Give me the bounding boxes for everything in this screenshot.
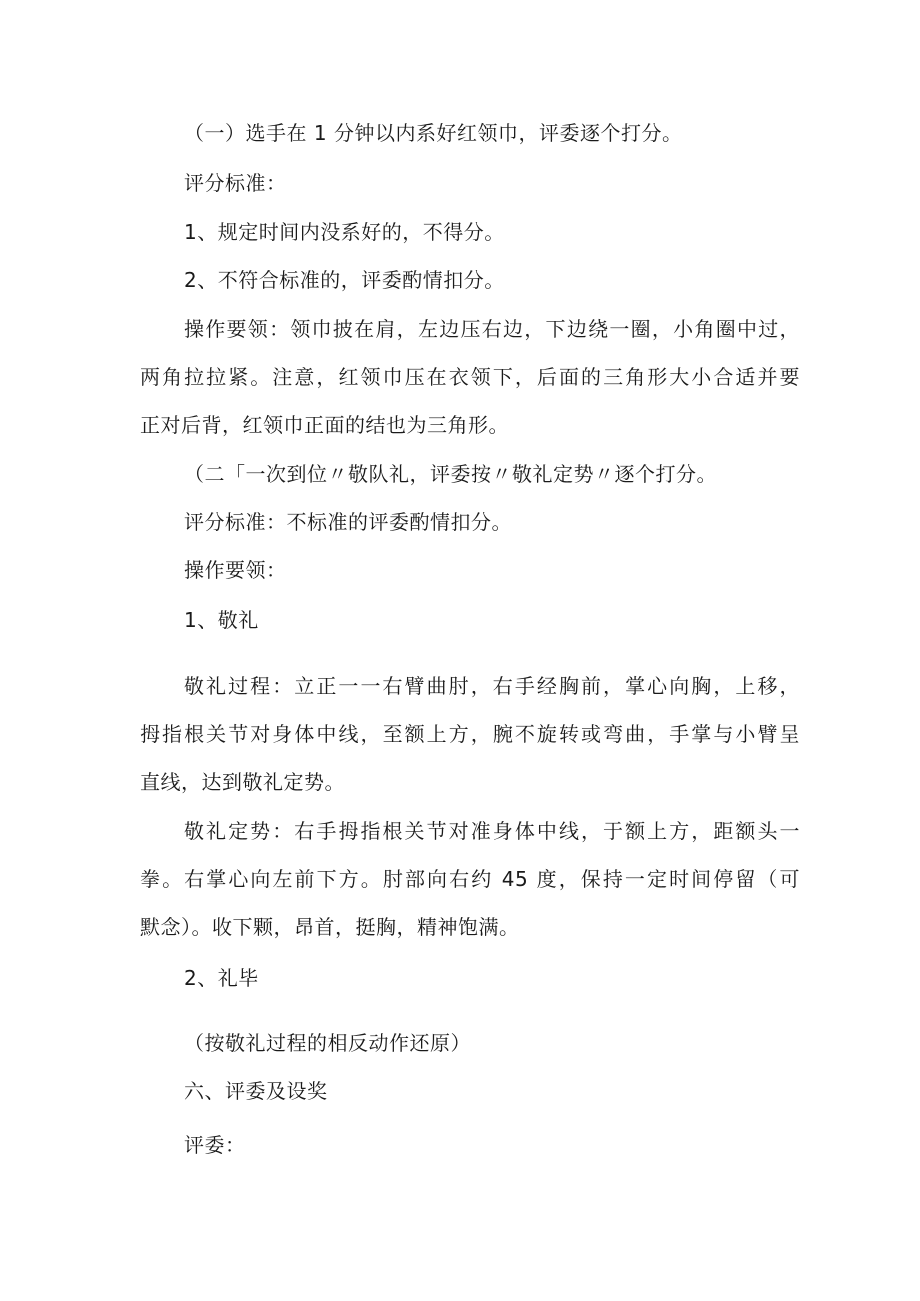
paragraph-scoring-standard-two: 评分标准：不标准的评委酌情扣分。 bbox=[184, 510, 512, 534]
paragraph-operation-essentials-label: 操作要领： bbox=[184, 558, 287, 582]
paragraph-scoring-standard-label: 评分标准： bbox=[184, 171, 287, 195]
paragraph-section-six-heading: 六、评委及设奖 bbox=[184, 1079, 328, 1103]
paragraph-operation-essentials-line-1: 操作要领：领巾披在肩，左边压右边，下边绕一圈，小角圈中过， bbox=[184, 317, 800, 341]
paragraph-operation-essentials-line-2: 两角拉拉紧。注意，红领巾压在衣领下，后面的三角形大小合适并要 bbox=[140, 365, 800, 389]
paragraph-salute-end-note: （按敬礼过程的相反动作还原） bbox=[184, 1031, 471, 1055]
paragraph-salute-process-line-2: 拇指根关节对身体中线，至额上方，腕不旋转或弯曲，手掌与小臂呈 bbox=[140, 722, 800, 746]
paragraph-scoring-rule-1: 1、规定时间内没系好的，不得分。 bbox=[184, 220, 505, 244]
paragraph-operation-essentials-line-3: 正对后背，红领巾正面的结也为三角形。 bbox=[140, 413, 509, 437]
paragraph-section-two-heading: （二「一次到位〃敬队礼，评委按〃敬礼定势〃逐个打分。 bbox=[184, 462, 717, 486]
paragraph-salute-posture-line-3: 默念）。收下颗，昂首，挺胸，精神饱满。 bbox=[140, 915, 520, 939]
paragraph-salute-posture-line-2: 拳。右掌心向左前下方。肘部向右约 45 度，保持一定时间停留（可 bbox=[140, 867, 800, 891]
paragraph-salute-process-line-1: 敬礼过程：立正一一右臂曲肘，右手经胸前，掌心向胸，上移， bbox=[184, 674, 800, 698]
paragraph-salute-item-2: 2、礼毕 bbox=[184, 966, 259, 990]
paragraph-judges-label: 评委： bbox=[184, 1133, 246, 1157]
paragraph-section-one-heading: （一）选手在 1 分钟以内系好红领巾，评委逐个打分。 bbox=[184, 121, 683, 145]
paragraph-salute-posture-line-1: 敬礼定势：右手拇指根关节对准身体中线，于额上方，距额头一 bbox=[184, 819, 800, 843]
paragraph-salute-item-1: 1、敬礼 bbox=[184, 608, 259, 632]
paragraph-scoring-rule-2: 2、不符合标准的，评委酌情扣分。 bbox=[184, 268, 505, 292]
paragraph-salute-process-line-3: 直线，达到敬礼定势。 bbox=[140, 770, 345, 794]
